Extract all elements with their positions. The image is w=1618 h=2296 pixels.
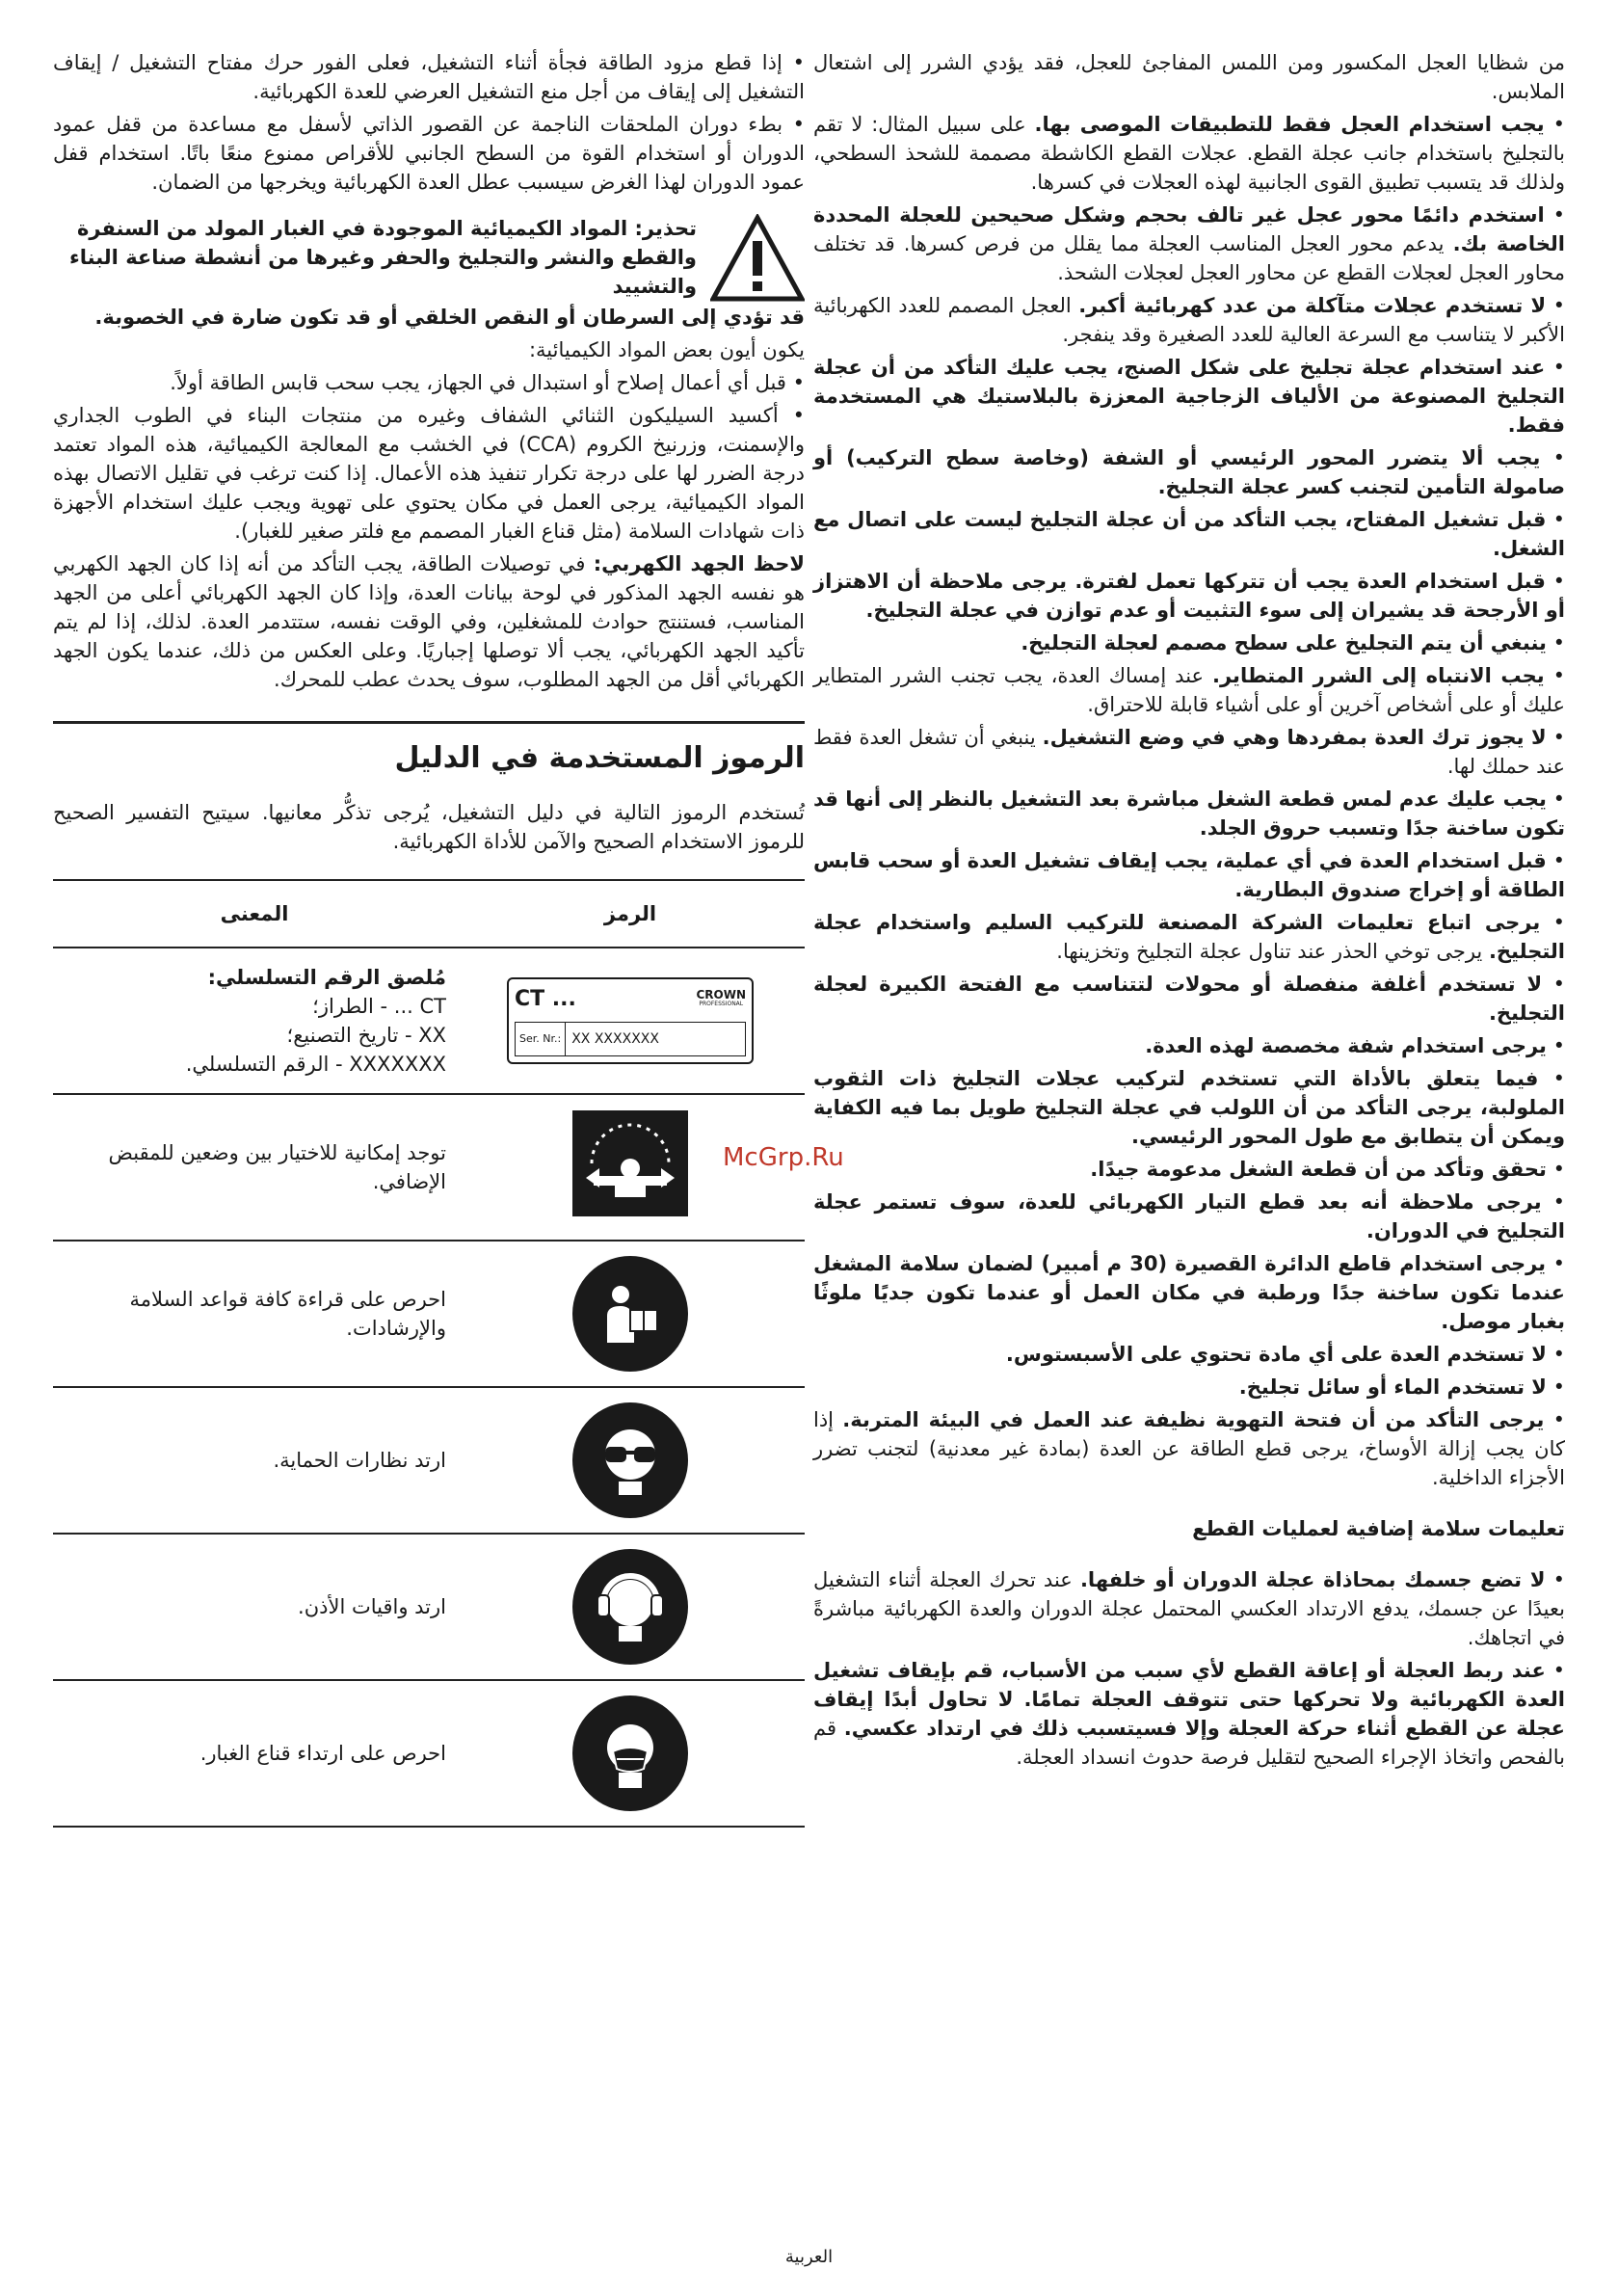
table-row — [53, 1534, 805, 1680]
warning-block — [53, 214, 805, 303]
paragraph — [813, 1373, 1565, 1402]
paragraph — [813, 723, 1565, 781]
symbols-title: الرموز المستخدمة في الدليل — [394, 741, 805, 775]
paragraph — [813, 1188, 1565, 1245]
paragraph — [813, 443, 1565, 501]
meaning-header: المعنى — [53, 880, 456, 948]
table-row — [53, 1094, 805, 1241]
paragraph — [813, 970, 1565, 1028]
paragraph-bold: ينبغي أن يتم التجليخ على سطح مصمم لعجلة التجليخ. — [1021, 631, 1547, 654]
right-column — [813, 48, 1565, 1775]
paragraph — [813, 846, 1565, 904]
paragraph — [813, 1565, 1565, 1652]
read-manual-icon — [572, 1256, 688, 1372]
paragraph — [53, 368, 805, 397]
paragraph-bold: عند ربط العجلة أو إعاقة القطع لأي سبب من الأسباب، قم بإيقاف تشغيل العدة الكهربائية ولا تحركها حتى تتوقف العجلة تمامًا. لا تحاول أبدًا إيقاف عجلة عن القطع أثناء حركة العجلة وإلا فسيتسبب ذلك في ارتداد عكسي. — [813, 1659, 1565, 1740]
paragraph-bold: يرجى استخدام شفة مخصصة لهذه العدة. — [1145, 1034, 1547, 1057]
paragraph-text: أكسيد السيليكون الثنائي الشفاف وغيره من منتجات البناء في الطوب الجداري والإسمنت، وزرنيخ الكروم (CCA) في الخشب مع المعالجة الكيميائية، هذه المواد تعتمد درجة الضرر لها على درجة تكرار تنفيذ هذه الأعمال. إذا كنت ترغب في تقليل الاتصال بهذه المواد الكيميائية، يرجى العمل في مكان يحتوي على تهوية ويجب عليك استخدام الأجهزة ذات شهادات السلامة (مثل قناع الغبار المصمم مع فلتر صغير للغبار). — [53, 404, 805, 543]
paragraph-text: على سبيل المثال: لا تقم بالتجليخ باستخدام جانب عجلة القطع. عجلات القطع الكاشطة مصممة للشحذ السطحي، ولذلك قد يتسبب تطبيق القوى الجانبية لهذه العجلات في كسرها. — [813, 113, 1565, 194]
paragraph-text: العجل المصمم للعدد الكهربائية الأكبر لا يتناسب مع السرعة العالية للعدد الصغيرة وقد ينفجر. — [813, 294, 1565, 346]
paragraph-bold: يجب عليك عدم لمس قطعة الشغل مباشرة بعد التشغيل بالنظر إلى أنها قد تكون ساخنة جدًا وتسبب حروق الجلد. — [813, 788, 1565, 840]
left-top-paragraphs — [53, 48, 805, 197]
row-meaning: توجد إمكانية للاختيار بين وضعين للمقبض الإضافي. — [53, 1094, 456, 1241]
paragraph — [813, 1340, 1565, 1369]
paragraph-text: من شظايا العجل المكسور ومن اللمس المفاجئ للعجل، فقد يؤدي الشرر إلى اشتعال الملابس. — [813, 51, 1565, 103]
table-row — [53, 1387, 805, 1534]
paragraph-bold: لا تضع جسمك بمحاذاة عجلة الدوران أو خلفها. — [1079, 1568, 1546, 1591]
paragraph — [813, 908, 1565, 966]
right-paragraphs — [813, 48, 1565, 1492]
paragraph-text: في توصيلات الطاقة، يجب التأكد من أنه إذا كان الجهد الكهربي هو نفسه الجهد المذكور في لوحة بيانات العدة، وإذا كان الجهد الكهربائي أعلى من الجهد المناسب، فستنتج حوادث للمشغلين، وفي الوقت نفسه، ستتدمر العدة. لذلك، إذا لم يتم تأكيد الجهد الكهربائي، يجب ألا توصلها إجباريًا. وعلى العكس من ذلك، عندما يكون الجهد الكهربائي أقل من الجهد المطلوب، سوف يحدث عطب للمحرك. — [53, 552, 805, 691]
paragraph — [53, 110, 805, 197]
warning-triangle-icon — [710, 214, 805, 303]
cutting-subtitle: تعليمات سلامة إضافية لعمليات القطع — [1192, 1517, 1565, 1540]
serial-label-icon — [507, 977, 754, 1064]
paragraph-text: قبل أي أعمال إصلاح أو استبدال في الجهاز، يجب سحب قابس الطاقة أولاً. — [170, 371, 786, 394]
paragraph-text: إذا قطع مزود الطاقة فجأة أثناء التشغيل، فعلى الفور حرك مفتاح التشغيل / إيقاف التشغيل إلى إيقاف من أجل منع التشغيل العرضي للعدة الكهربائية. — [53, 51, 805, 103]
label-brand: CROWN — [696, 988, 746, 1001]
table-row — [53, 1241, 805, 1387]
paragraph-bold: عند استخدام عجلة تجليخ على شكل الصنج، يجب عليك التأكد من أن عجلة التجليخ المصنوعة من الألياف الزجاجية المعززة بالبلاستيك هي المستخدمة فقط. — [813, 356, 1565, 437]
paragraph-bold: فيما يتعلق بالأداة التي تستخدم لتركيب عجلات التجليخ ذات الثقوب الملولبة، يرجى التأكد من أن اللولب في عجلة التجليخ طويل بما فيه الكفاية ويمكن أن يتطابق مع طول المحور الرئيسي. — [813, 1067, 1565, 1148]
paragraph — [53, 335, 805, 364]
paragraph-bold: يجب ألا يتضرر المحور الرئيسي أو الشفة (وخاصة سطح التركيب) أو صامولة التأمين لتجنب كسر عجلة التجليخ. — [813, 446, 1565, 498]
paragraph-bold: تحقق وتأكد من أن قطعة الشغل مدعومة جيدًا. — [1090, 1158, 1547, 1181]
paragraph-bold: لاحظ الجهد الكهربي: — [593, 552, 805, 575]
paragraph-text: يدعم محور العجل المناسب العجلة مما يقلل من فرص كسرها. قد تختلف محاور العجل لعجلات القطع عن محاور العجل لعجلات الشحذ. — [813, 232, 1565, 284]
paragraph-bold: قبل استخدام العدة في أي عملية، يجب إيقاف تشغيل العدة أو سحب قابس الطاقة أو إخراج صندوق البطارية. — [813, 849, 1565, 901]
row-meaning: ارتد نظارات الحماية. — [53, 1387, 456, 1534]
row-meaning: ارتد واقيات الأذن. — [53, 1534, 456, 1680]
dust-mask-icon — [572, 1695, 688, 1811]
safety-glasses-icon — [572, 1402, 688, 1518]
paragraph-text: عند تحرك العجلة أثناء التشغيل بعيدًا عن جسمك، يدفع الارتداد العكسي المحتمل عجلة الدوران والعدة الكهربائية مباشرةً في اتجاهك. — [813, 1568, 1565, 1649]
symbols-intro: تُستخدم الرموز التالية في دليل التشغيل، يُرجى تذكُّر معانيها. سيتيح التفسير الصحيح للرموز الاستخدام الصحيح والآمن للأداة الكهربائية. — [53, 801, 805, 853]
paragraph — [813, 567, 1565, 625]
paragraph — [813, 353, 1565, 440]
paragraph — [813, 505, 1565, 563]
paragraph — [813, 1031, 1565, 1060]
row-meaning: احرص على قراءة كافة قواعد السلامة والإرشادات. — [53, 1241, 456, 1387]
serial-line: XX - تاريخ التصنيع؛ — [286, 1024, 446, 1047]
paragraph-text: إذا كان يجب إزالة الأوساخ، يرجى قطع الطاقة عن العدة (بمادة غير معدنية) لتجنب تضرر الأجزاء الداخلية. — [813, 1408, 1565, 1489]
paragraph — [813, 785, 1565, 842]
label-ser-value: XX XXXXXXX — [571, 1031, 659, 1047]
label-brand-sub: PROFESSIONAL — [699, 1001, 744, 1007]
section-divider — [53, 721, 805, 724]
watermark-text: McGrp.Ru — [723, 1143, 844, 1172]
paragraph-text: عند إمساك العدة، يجب تجنب الشرر المتطاير عليك أو على أشخاص آخرين أو على أشياء قابلة للاحتراق. — [813, 664, 1565, 716]
page-footer: العربية — [784, 2247, 834, 2267]
paragraph-text: يكون أيون بعض المواد الكيميائية: — [528, 338, 805, 361]
paragraph-bold: يجب استخدام العجل فقط للتطبيقات الموصى بها. — [1034, 113, 1545, 136]
paragraph-bold: يرجى اتباع تعليمات الشركة المصنعة للتركيب السليم واستخدام عجلة التجليخ. — [813, 911, 1565, 963]
table-row — [53, 1680, 805, 1827]
paragraph — [813, 1064, 1565, 1151]
row-meaning: احرص على ارتداء قناع الغبار. — [53, 1680, 456, 1827]
paragraph — [53, 549, 805, 694]
paragraph-bold: لا تستخدم أغلفة منفصلة أو محولات لتتناسب مع الفتحة الكبيرة لعجلة التجليخ. — [813, 973, 1565, 1025]
paragraph — [813, 48, 1565, 106]
paragraph-bold: يجب الانتباه إلى الشرر المتطاير. — [1212, 664, 1545, 687]
paragraph — [813, 661, 1565, 719]
paragraph — [813, 110, 1565, 197]
paragraph — [813, 1155, 1565, 1184]
paragraph — [813, 291, 1565, 349]
table-row — [53, 948, 805, 1094]
paragraph — [813, 1656, 1565, 1772]
left-mid-paragraphs — [53, 335, 805, 694]
paragraph — [53, 401, 805, 546]
paragraph-text: قم بالفحص واتخاذ الإجراء الصحيح لتقليل فرصة حدوث انسداد العجلة. — [813, 1717, 1565, 1769]
paragraph-text: يرجى توخي الحذر عند تناول عجلة التجليخ وتخزينها. — [1056, 940, 1489, 963]
paragraph-bold: يرجى استخدام قاطع الدائرة القصيرة (30 م أمبير) لضمان سلامة المشغل عندما تكون ساخنة جدًا ورطبة في مكان العمل أو عندما تكون جديًا ملوثًا بغبار موصل. — [813, 1252, 1565, 1333]
handle-adjust-icon — [572, 1110, 688, 1216]
serial-title: مُلصق الرقم التسلسلي: — [207, 966, 446, 989]
paragraph — [813, 1249, 1565, 1336]
left-column — [53, 48, 805, 1828]
paragraph-bold: لا يجوز ترك العدة بمفردها وهي في وضع التشغيل. — [1042, 726, 1547, 749]
cutting-paragraphs — [813, 1565, 1565, 1772]
paragraph-text: ينبغي أن تشغل العدة فقط عند حملك لها. — [813, 726, 1565, 778]
symbols-table — [53, 879, 805, 1828]
paragraph — [813, 1405, 1565, 1492]
serial-line: CT ... - الطراز؛ — [312, 995, 446, 1018]
paragraph-bold: قبل تشغيل المفتاح، يجب التأكد من أن عجلة التجليخ ليست على اتصال مع الشغل. — [813, 508, 1565, 560]
paragraph — [813, 200, 1565, 287]
paragraph — [53, 48, 805, 106]
paragraph-bold: يرجى التأكد من أن فتحة التهوية نظيفة عند العمل في البيئة المتربة. — [842, 1408, 1545, 1431]
paragraph — [813, 628, 1565, 657]
paragraph-bold: لا تستخدم عجلات متآكلة من عدد كهربائية أكبر. — [1078, 294, 1547, 317]
label-ser: Ser. Nr.: — [516, 1023, 566, 1055]
paragraph-bold: استخدم دائمًا محور عجل غير تالف بحجم وشكل صحيحين للعجلة المحددة الخاصة بك. — [813, 203, 1565, 255]
label-model: CT ... — [515, 987, 576, 1011]
warning-text: تحذير: المواد الكيميائية الموجودة في الغبار المولد من السنفرة والقطع والنشر والتجليخ والحفر وغيرها من أنشطة صناعة البناء والتشييد — [69, 217, 697, 298]
paragraph-bold: لا تستخدم الماء أو سائل تجليخ. — [1238, 1375, 1547, 1399]
serial-line: XXXXXXX - الرقم التسلسلي. — [185, 1053, 446, 1076]
paragraph-bold: لا تستخدم العدة على أي مادة تحتوي على الأسبستوس. — [1005, 1343, 1547, 1366]
paragraph-bold: يرجى ملاحظة أنه بعد قطع التيار الكهربائي للعدة، سوف تستمر عجلة التجليخ في الدوران. — [813, 1190, 1565, 1242]
paragraph-text: بطء دوران الملحقات الناجمة عن القصور الذاتي لأسفل مع مساعدة من قفل عمود الدوران أو استخدام القوة من السطح الجانبي للأقراص ممنوع منعًا باتًا. استخدام قفل عمود الدوران لهذا الغرض سيسبب عطل العدة الكهربائية ويخرجها من الضمان. — [53, 113, 805, 194]
warning-continuation: قد تؤدي إلى السرطان أو النقص الخلقي أو قد تكون ضارة في الخصوبة. — [94, 306, 805, 329]
paragraph-bold: قبل استخدام العدة يجب أن تتركها تعمل لفترة. يرجى ملاحظة أن الاهتزاز أو الأرجحة قد يشيران إلى سوء التثبيت أو عدم توازن في عجلة التجليخ. — [813, 570, 1565, 622]
ear-protection-icon — [572, 1549, 688, 1665]
symbol-header: الرمز — [456, 880, 805, 948]
